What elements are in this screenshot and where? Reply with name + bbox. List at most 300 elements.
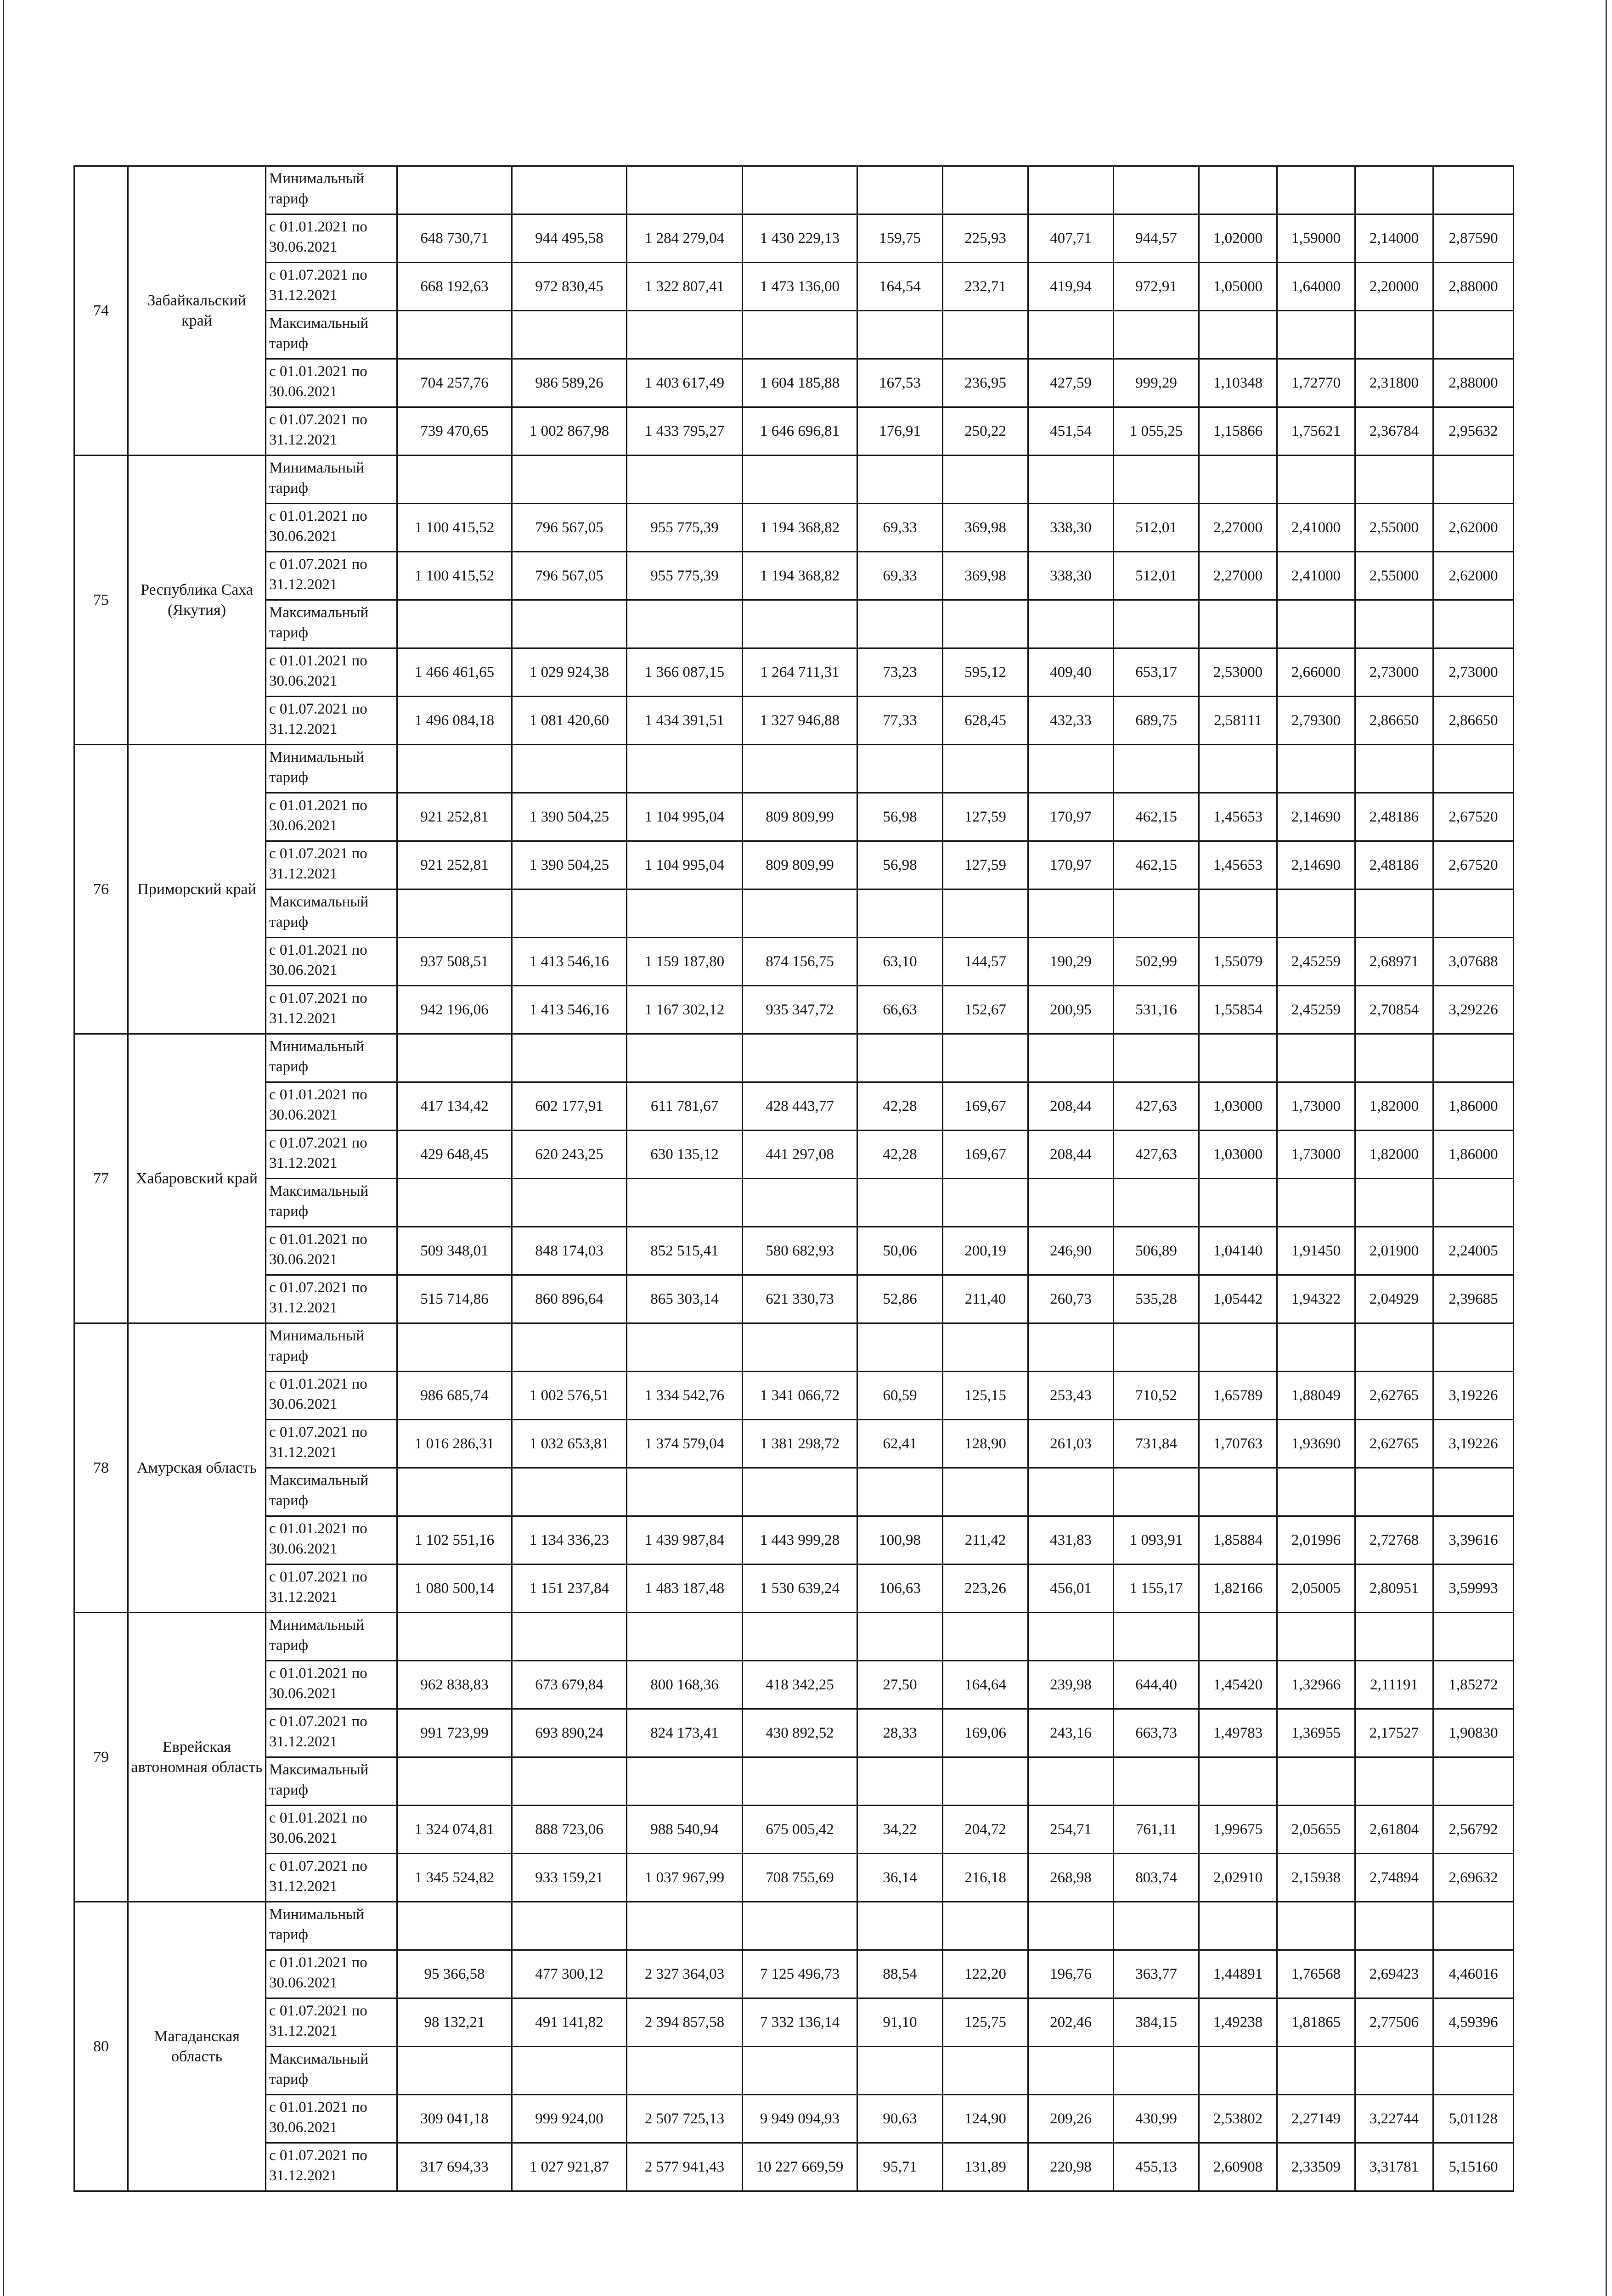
value-cell: 42,28 bbox=[857, 1131, 943, 1179]
value-cell: 955 775,39 bbox=[627, 504, 743, 552]
value-cell: 663,73 bbox=[1114, 1709, 1199, 1757]
value-cell: 1,55079 bbox=[1199, 938, 1277, 986]
value-cell: 441 297,08 bbox=[743, 1131, 857, 1179]
value-cell bbox=[743, 1613, 857, 1661]
value-cell bbox=[1355, 1613, 1433, 1661]
table-row bbox=[74, 600, 1514, 648]
value-cell: 209,26 bbox=[1028, 2095, 1114, 2143]
period-label: с 01.07.2021 по 31.12.2021 bbox=[266, 1709, 397, 1757]
value-cell: 809 809,99 bbox=[743, 841, 857, 889]
value-cell bbox=[397, 1323, 512, 1372]
value-cell: 2,69632 bbox=[1433, 1854, 1514, 1902]
value-cell: 2 507 725,13 bbox=[627, 2095, 743, 2143]
value-cell bbox=[1433, 1468, 1514, 1516]
value-cell bbox=[512, 889, 627, 938]
value-cell: 60,59 bbox=[857, 1372, 943, 1420]
region-number: 79 bbox=[74, 1613, 128, 1902]
value-cell: 1 433 795,27 bbox=[627, 407, 743, 456]
value-cell: 944 495,58 bbox=[512, 214, 627, 263]
value-cell bbox=[857, 2047, 943, 2095]
value-cell: 999 924,00 bbox=[512, 2095, 627, 2143]
value-cell: 1 080 500,14 bbox=[397, 1564, 512, 1613]
value-cell bbox=[627, 600, 743, 648]
value-cell: 430,99 bbox=[1114, 2095, 1199, 2143]
value-cell: 462,15 bbox=[1114, 841, 1199, 889]
value-cell: 3,59993 bbox=[1433, 1564, 1514, 1613]
period-label: с 01.01.2021 по 30.06.2021 bbox=[266, 938, 397, 986]
value-cell bbox=[627, 1034, 743, 1082]
value-cell bbox=[1199, 600, 1277, 648]
value-cell bbox=[943, 311, 1028, 359]
value-cell: 1 002 867,98 bbox=[512, 407, 627, 456]
value-cell: 1 055,25 bbox=[1114, 407, 1199, 456]
value-cell: 531,16 bbox=[1114, 986, 1199, 1034]
value-cell: 1 366 087,15 bbox=[627, 648, 743, 697]
value-cell: 653,17 bbox=[1114, 648, 1199, 697]
value-cell: 1,73000 bbox=[1277, 1082, 1355, 1131]
value-cell: 317 694,33 bbox=[397, 2143, 512, 2191]
value-cell: 852 515,41 bbox=[627, 1227, 743, 1275]
period-label: с 01.01.2021 по 30.06.2021 bbox=[266, 1082, 397, 1131]
value-cell: 196,76 bbox=[1028, 1950, 1114, 1998]
table-row bbox=[74, 1998, 1514, 2047]
value-cell: 369,98 bbox=[943, 552, 1028, 600]
table-row bbox=[74, 697, 1514, 745]
table-row bbox=[74, 552, 1514, 600]
period-label: Максимальный тариф bbox=[266, 889, 397, 938]
table-row bbox=[74, 1950, 1514, 1998]
table-row bbox=[74, 1468, 1514, 1516]
value-cell bbox=[627, 1613, 743, 1661]
value-cell bbox=[1199, 166, 1277, 214]
value-cell: 159,75 bbox=[857, 214, 943, 263]
value-cell bbox=[943, 2047, 1028, 2095]
period-label: Максимальный тариф bbox=[266, 311, 397, 359]
value-cell: 164,54 bbox=[857, 263, 943, 311]
value-cell: 169,67 bbox=[943, 1131, 1028, 1179]
value-cell bbox=[1355, 1902, 1433, 1950]
value-cell: 260,73 bbox=[1028, 1275, 1114, 1323]
table-row bbox=[74, 311, 1514, 359]
value-cell: 999,29 bbox=[1114, 359, 1199, 407]
value-cell: 1,85272 bbox=[1433, 1661, 1514, 1709]
scan-edge-left bbox=[3, 0, 4, 2296]
value-cell bbox=[1433, 1613, 1514, 1661]
table-row bbox=[74, 1227, 1514, 1275]
value-cell: 860 896,64 bbox=[512, 1275, 627, 1323]
value-cell: 502,99 bbox=[1114, 938, 1199, 986]
value-cell: 944,57 bbox=[1114, 214, 1199, 263]
value-cell: 1 264 711,31 bbox=[743, 648, 857, 697]
value-cell: 921 252,81 bbox=[397, 793, 512, 841]
value-cell: 1,05442 bbox=[1199, 1275, 1277, 1323]
period-label: с 01.01.2021 по 30.06.2021 bbox=[266, 1950, 397, 1998]
value-cell bbox=[1114, 1902, 1199, 1950]
value-cell: 2,14690 bbox=[1277, 793, 1355, 841]
value-cell: 595,12 bbox=[943, 648, 1028, 697]
value-cell: 208,44 bbox=[1028, 1082, 1114, 1131]
value-cell bbox=[1114, 1179, 1199, 1227]
value-cell: 800 168,36 bbox=[627, 1661, 743, 1709]
value-cell: 1 100 415,52 bbox=[397, 552, 512, 600]
value-cell: 1,44891 bbox=[1199, 1950, 1277, 1998]
value-cell bbox=[1114, 2047, 1199, 2095]
value-cell: 704 257,76 bbox=[397, 359, 512, 407]
value-cell: 63,10 bbox=[857, 938, 943, 986]
value-cell bbox=[857, 1757, 943, 1806]
value-cell bbox=[1199, 1468, 1277, 1516]
value-cell bbox=[397, 889, 512, 938]
value-cell: 144,57 bbox=[943, 938, 1028, 986]
period-label: с 01.07.2021 по 31.12.2021 bbox=[266, 552, 397, 600]
value-cell: 1,15866 bbox=[1199, 407, 1277, 456]
table-row bbox=[74, 2095, 1514, 2143]
value-cell: 1 413 546,16 bbox=[512, 986, 627, 1034]
value-cell: 2,17527 bbox=[1355, 1709, 1433, 1757]
value-cell: 2,05655 bbox=[1277, 1806, 1355, 1854]
value-cell: 1,86000 bbox=[1433, 1131, 1514, 1179]
value-cell: 803,74 bbox=[1114, 1854, 1199, 1902]
value-cell bbox=[397, 1902, 512, 1950]
value-cell: 1 167 302,12 bbox=[627, 986, 743, 1034]
value-cell bbox=[743, 1468, 857, 1516]
value-cell: 455,13 bbox=[1114, 2143, 1199, 2191]
value-cell bbox=[943, 166, 1028, 214]
value-cell bbox=[627, 166, 743, 214]
value-cell bbox=[512, 1468, 627, 1516]
value-cell bbox=[1028, 1613, 1114, 1661]
value-cell: 246,90 bbox=[1028, 1227, 1114, 1275]
region-name: Республика Саха (Якутия) bbox=[128, 456, 266, 745]
value-cell: 200,19 bbox=[943, 1227, 1028, 1275]
value-cell: 1,05000 bbox=[1199, 263, 1277, 311]
value-cell bbox=[943, 1468, 1028, 1516]
value-cell: 2,53000 bbox=[1199, 648, 1277, 697]
value-cell bbox=[1199, 1323, 1277, 1372]
value-cell bbox=[1277, 311, 1355, 359]
value-cell bbox=[1433, 311, 1514, 359]
table-row bbox=[74, 1179, 1514, 1227]
period-label: Минимальный тариф bbox=[266, 166, 397, 214]
value-cell: 933 159,21 bbox=[512, 1854, 627, 1902]
value-cell: 124,90 bbox=[943, 2095, 1028, 2143]
value-cell: 1 327 946,88 bbox=[743, 697, 857, 745]
value-cell: 2,05005 bbox=[1277, 1564, 1355, 1613]
value-cell: 2,66000 bbox=[1277, 648, 1355, 697]
value-cell: 620 243,25 bbox=[512, 1131, 627, 1179]
value-cell bbox=[857, 600, 943, 648]
value-cell: 430 892,52 bbox=[743, 1709, 857, 1757]
value-cell bbox=[743, 1757, 857, 1806]
value-cell bbox=[1028, 166, 1114, 214]
value-cell: 2,58111 bbox=[1199, 697, 1277, 745]
value-cell: 1,49238 bbox=[1199, 1998, 1277, 2047]
value-cell: 36,14 bbox=[857, 1854, 943, 1902]
value-cell: 1 403 617,49 bbox=[627, 359, 743, 407]
value-cell: 27,50 bbox=[857, 1661, 943, 1709]
value-cell: 451,54 bbox=[1028, 407, 1114, 456]
value-cell: 2,86650 bbox=[1433, 697, 1514, 745]
value-cell: 2 394 857,58 bbox=[627, 1998, 743, 2047]
value-cell bbox=[943, 1757, 1028, 1806]
value-cell bbox=[1277, 1757, 1355, 1806]
value-cell bbox=[1114, 1757, 1199, 1806]
value-cell: 7 125 496,73 bbox=[743, 1950, 857, 1998]
value-cell bbox=[1355, 1757, 1433, 1806]
table-row bbox=[74, 359, 1514, 407]
value-cell: 1,75621 bbox=[1277, 407, 1355, 456]
value-cell bbox=[943, 1613, 1028, 1661]
value-cell: 164,64 bbox=[943, 1661, 1028, 1709]
value-cell bbox=[743, 1179, 857, 1227]
period-label: Минимальный тариф bbox=[266, 1034, 397, 1082]
value-cell bbox=[1355, 1034, 1433, 1082]
value-cell: 2,86650 bbox=[1355, 697, 1433, 745]
value-cell bbox=[1277, 1468, 1355, 1516]
value-cell: 865 303,14 bbox=[627, 1275, 743, 1323]
value-cell: 363,77 bbox=[1114, 1950, 1199, 1998]
value-cell: 535,28 bbox=[1114, 1275, 1199, 1323]
value-cell: 1 443 999,28 bbox=[743, 1516, 857, 1564]
value-cell: 2,39685 bbox=[1433, 1275, 1514, 1323]
value-cell bbox=[857, 1323, 943, 1372]
value-cell bbox=[1355, 1323, 1433, 1372]
value-cell: 69,33 bbox=[857, 552, 943, 600]
value-cell: 2,55000 bbox=[1355, 504, 1433, 552]
value-cell: 3,29226 bbox=[1433, 986, 1514, 1034]
value-cell: 506,89 bbox=[1114, 1227, 1199, 1275]
value-cell bbox=[1028, 600, 1114, 648]
value-cell: 125,75 bbox=[943, 1998, 1028, 2047]
value-cell bbox=[743, 889, 857, 938]
value-cell: 972 830,45 bbox=[512, 263, 627, 311]
value-cell: 2,11191 bbox=[1355, 1661, 1433, 1709]
value-cell bbox=[1028, 1179, 1114, 1227]
value-cell bbox=[743, 1034, 857, 1082]
value-cell: 56,98 bbox=[857, 841, 943, 889]
value-cell: 2,55000 bbox=[1355, 552, 1433, 600]
value-cell bbox=[1355, 1468, 1433, 1516]
value-cell bbox=[857, 1902, 943, 1950]
value-cell bbox=[1028, 1034, 1114, 1082]
value-cell: 211,42 bbox=[943, 1516, 1028, 1564]
value-cell: 986 589,26 bbox=[512, 359, 627, 407]
table-row bbox=[74, 648, 1514, 697]
value-cell bbox=[1433, 1034, 1514, 1082]
value-cell: 52,86 bbox=[857, 1275, 943, 1323]
value-cell: 621 330,73 bbox=[743, 1275, 857, 1323]
value-cell: 2,74894 bbox=[1355, 1854, 1433, 1902]
tariff-table-body bbox=[74, 166, 1514, 2191]
value-cell: 1,86000 bbox=[1433, 1082, 1514, 1131]
value-cell: 50,06 bbox=[857, 1227, 943, 1275]
value-cell bbox=[1433, 600, 1514, 648]
value-cell bbox=[397, 600, 512, 648]
table-row bbox=[74, 1661, 1514, 1709]
value-cell bbox=[1433, 1323, 1514, 1372]
value-cell: 1 341 066,72 bbox=[743, 1372, 857, 1420]
value-cell bbox=[512, 1902, 627, 1950]
value-cell: 761,11 bbox=[1114, 1806, 1199, 1854]
value-cell: 243,16 bbox=[1028, 1709, 1114, 1757]
value-cell: 216,18 bbox=[943, 1854, 1028, 1902]
value-cell bbox=[512, 1323, 627, 1372]
value-cell: 2,60908 bbox=[1199, 2143, 1277, 2191]
value-cell: 56,98 bbox=[857, 793, 943, 841]
value-cell: 429 648,45 bbox=[397, 1131, 512, 1179]
value-cell: 122,20 bbox=[943, 1950, 1028, 1998]
period-label: с 01.01.2021 по 30.06.2021 bbox=[266, 1227, 397, 1275]
value-cell: 1,73000 bbox=[1277, 1131, 1355, 1179]
value-cell: 419,94 bbox=[1028, 263, 1114, 311]
value-cell: 4,46016 bbox=[1433, 1950, 1514, 1998]
tariff-table bbox=[73, 165, 1514, 2192]
value-cell: 2,02910 bbox=[1199, 1854, 1277, 1902]
value-cell: 338,30 bbox=[1028, 504, 1114, 552]
value-cell: 220,98 bbox=[1028, 2143, 1114, 2191]
value-cell: 1,94322 bbox=[1277, 1275, 1355, 1323]
value-cell: 417 134,42 bbox=[397, 1082, 512, 1131]
table-row bbox=[74, 1516, 1514, 1564]
value-cell: 1,70763 bbox=[1199, 1420, 1277, 1468]
table-row bbox=[74, 214, 1514, 263]
value-cell: 1 374 579,04 bbox=[627, 1420, 743, 1468]
value-cell: 515 714,86 bbox=[397, 1275, 512, 1323]
period-label: с 01.01.2021 по 30.06.2021 bbox=[266, 1372, 397, 1420]
value-cell: 2,20000 bbox=[1355, 263, 1433, 311]
value-cell: 77,33 bbox=[857, 697, 943, 745]
value-cell: 668 192,63 bbox=[397, 263, 512, 311]
region-number: 76 bbox=[74, 745, 128, 1034]
value-cell: 644,40 bbox=[1114, 1661, 1199, 1709]
value-cell bbox=[1355, 311, 1433, 359]
table-row bbox=[74, 1372, 1514, 1420]
table-row bbox=[74, 1131, 1514, 1179]
value-cell: 972,91 bbox=[1114, 263, 1199, 311]
scan-edge-right bbox=[1606, 0, 1607, 2296]
value-cell: 1 151 237,84 bbox=[512, 1564, 627, 1613]
value-cell bbox=[1355, 889, 1433, 938]
value-cell: 384,15 bbox=[1114, 1998, 1199, 2047]
period-label: с 01.01.2021 по 30.06.2021 bbox=[266, 214, 397, 263]
value-cell: 2,27149 bbox=[1277, 2095, 1355, 2143]
period-label: с 01.07.2021 по 31.12.2021 bbox=[266, 1131, 397, 1179]
value-cell: 2,72768 bbox=[1355, 1516, 1433, 1564]
value-cell: 1 102 551,16 bbox=[397, 1516, 512, 1564]
value-cell: 91,10 bbox=[857, 1998, 943, 2047]
value-cell: 1 430 229,13 bbox=[743, 214, 857, 263]
value-cell bbox=[1355, 166, 1433, 214]
value-cell bbox=[857, 1179, 943, 1227]
value-cell bbox=[943, 1179, 1028, 1227]
value-cell: 338,30 bbox=[1028, 552, 1114, 600]
value-cell: 1 434 391,51 bbox=[627, 697, 743, 745]
value-cell bbox=[627, 1323, 743, 1372]
value-cell: 710,52 bbox=[1114, 1372, 1199, 1420]
value-cell: 1 093,91 bbox=[1114, 1516, 1199, 1564]
table-row bbox=[74, 1709, 1514, 1757]
value-cell: 2,33509 bbox=[1277, 2143, 1355, 2191]
value-cell: 200,95 bbox=[1028, 986, 1114, 1034]
value-cell: 1,65789 bbox=[1199, 1372, 1277, 1420]
value-cell bbox=[1199, 745, 1277, 793]
value-cell: 5,01128 bbox=[1433, 2095, 1514, 2143]
value-cell: 2,04929 bbox=[1355, 1275, 1433, 1323]
value-cell: 1,59000 bbox=[1277, 214, 1355, 263]
value-cell bbox=[857, 1613, 943, 1661]
value-cell: 427,63 bbox=[1114, 1082, 1199, 1131]
table-row bbox=[74, 841, 1514, 889]
value-cell bbox=[512, 1757, 627, 1806]
value-cell: 628,45 bbox=[943, 697, 1028, 745]
value-cell: 10 227 669,59 bbox=[743, 2143, 857, 2191]
value-cell: 1,93690 bbox=[1277, 1420, 1355, 1468]
value-cell: 169,06 bbox=[943, 1709, 1028, 1757]
value-cell: 95 366,58 bbox=[397, 1950, 512, 1998]
value-cell bbox=[1199, 1902, 1277, 1950]
period-label: с 01.07.2021 по 31.12.2021 bbox=[266, 407, 397, 456]
table-row bbox=[74, 2143, 1514, 2191]
value-cell: 236,95 bbox=[943, 359, 1028, 407]
value-cell bbox=[1433, 166, 1514, 214]
period-label: с 01.07.2021 по 31.12.2021 bbox=[266, 1275, 397, 1323]
value-cell: 2,70854 bbox=[1355, 986, 1433, 1034]
value-cell: 1 194 368,82 bbox=[743, 552, 857, 600]
value-cell: 1,02000 bbox=[1199, 214, 1277, 263]
value-cell bbox=[1114, 311, 1199, 359]
value-cell: 190,29 bbox=[1028, 938, 1114, 986]
value-cell bbox=[397, 1034, 512, 1082]
value-cell: 796 567,05 bbox=[512, 552, 627, 600]
value-cell bbox=[1277, 1179, 1355, 1227]
value-cell bbox=[1277, 745, 1355, 793]
value-cell: 261,03 bbox=[1028, 1420, 1114, 1468]
value-cell: 431,83 bbox=[1028, 1516, 1114, 1564]
value-cell bbox=[1355, 745, 1433, 793]
value-cell: 602 177,91 bbox=[512, 1082, 627, 1131]
value-cell: 7 332 136,14 bbox=[743, 1998, 857, 2047]
value-cell: 3,07688 bbox=[1433, 938, 1514, 986]
value-cell: 1,90830 bbox=[1433, 1709, 1514, 1757]
value-cell: 1 100 415,52 bbox=[397, 504, 512, 552]
value-cell bbox=[743, 166, 857, 214]
value-cell: 848 174,03 bbox=[512, 1227, 627, 1275]
value-cell: 874 156,75 bbox=[743, 938, 857, 986]
value-cell: 2,24005 bbox=[1433, 1227, 1514, 1275]
value-cell: 1 155,17 bbox=[1114, 1564, 1199, 1613]
value-cell: 254,71 bbox=[1028, 1806, 1114, 1854]
table-row bbox=[74, 889, 1514, 938]
region-number: 74 bbox=[74, 166, 128, 456]
value-cell: 693 890,24 bbox=[512, 1709, 627, 1757]
value-cell bbox=[1355, 2047, 1433, 2095]
value-cell: 2,95632 bbox=[1433, 407, 1514, 456]
value-cell: 937 508,51 bbox=[397, 938, 512, 986]
value-cell: 268,98 bbox=[1028, 1854, 1114, 1902]
value-cell bbox=[1114, 1468, 1199, 1516]
value-cell: 170,97 bbox=[1028, 793, 1114, 841]
value-cell: 1,32966 bbox=[1277, 1661, 1355, 1709]
value-cell: 1 530 639,24 bbox=[743, 1564, 857, 1613]
region-name: Магаданская область bbox=[128, 1902, 266, 2191]
value-cell bbox=[1277, 1323, 1355, 1372]
value-cell bbox=[1028, 311, 1114, 359]
value-cell bbox=[943, 745, 1028, 793]
value-cell bbox=[397, 1468, 512, 1516]
value-cell: 2,27000 bbox=[1199, 504, 1277, 552]
value-cell bbox=[743, 1902, 857, 1950]
value-cell: 34,22 bbox=[857, 1806, 943, 1854]
